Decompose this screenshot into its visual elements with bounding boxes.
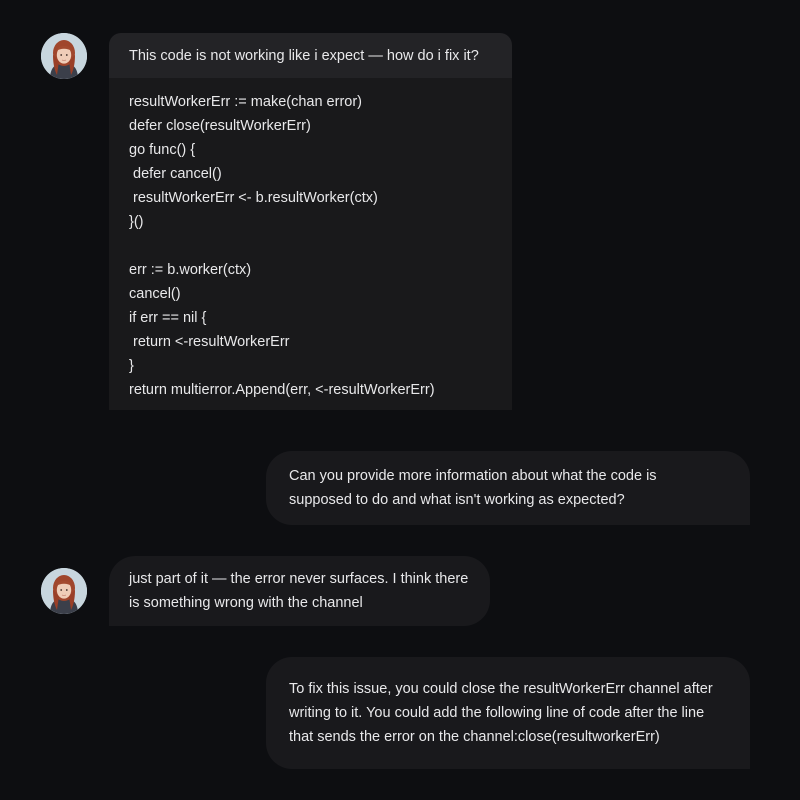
code-line: cancel() [129,286,181,302]
code-line: go func() { [129,142,196,158]
message-line: just part of it — the error never surfaces. I think there [129,571,469,587]
code-line: return <-resultWorkerErr [129,334,290,350]
code-line: if err == nil { [129,310,207,326]
code-line: resultWorkerErr <- b.resultWorker(ctx) [129,190,378,206]
code-line [129,234,492,258]
user-message-2 [109,556,490,626]
assistant-message-1 [266,451,750,525]
assistant-message-2 [266,657,750,769]
user-portrait-icon [41,568,87,614]
message-line: To fix this issue, you could close the resultWorkerErr channel after [289,681,713,697]
message-line: Can you provide more information about what the code is [289,468,657,484]
code-line: }() [129,214,144,230]
message-line: is something wrong with the channel [129,595,363,611]
message-line: supposed to do and what isn't working as expected? [289,492,625,508]
code-line: defer cancel() [129,166,222,182]
code-line: } [129,358,134,374]
user-message-1-code-block [109,78,512,410]
message-text: This code is not working like i expect — how do i fix it? [129,48,479,64]
user-message-1-header [109,33,512,78]
code-line: err := b.worker(ctx) [129,262,252,278]
code-line: resultWorkerErr := make(chan error) [129,94,362,110]
message-line: that sends the error on the channel:close(resultworkerErr) [289,729,660,745]
code-line: return multierror.Append(err, <-resultWorkerErr) [129,382,435,398]
user-portrait-icon [41,33,87,79]
code-line: defer close(resultWorkerErr) [129,118,311,134]
user-avatar [41,33,87,79]
message-line: writing to it. You could add the following line of code after the line [289,705,705,721]
user-avatar [41,568,87,614]
